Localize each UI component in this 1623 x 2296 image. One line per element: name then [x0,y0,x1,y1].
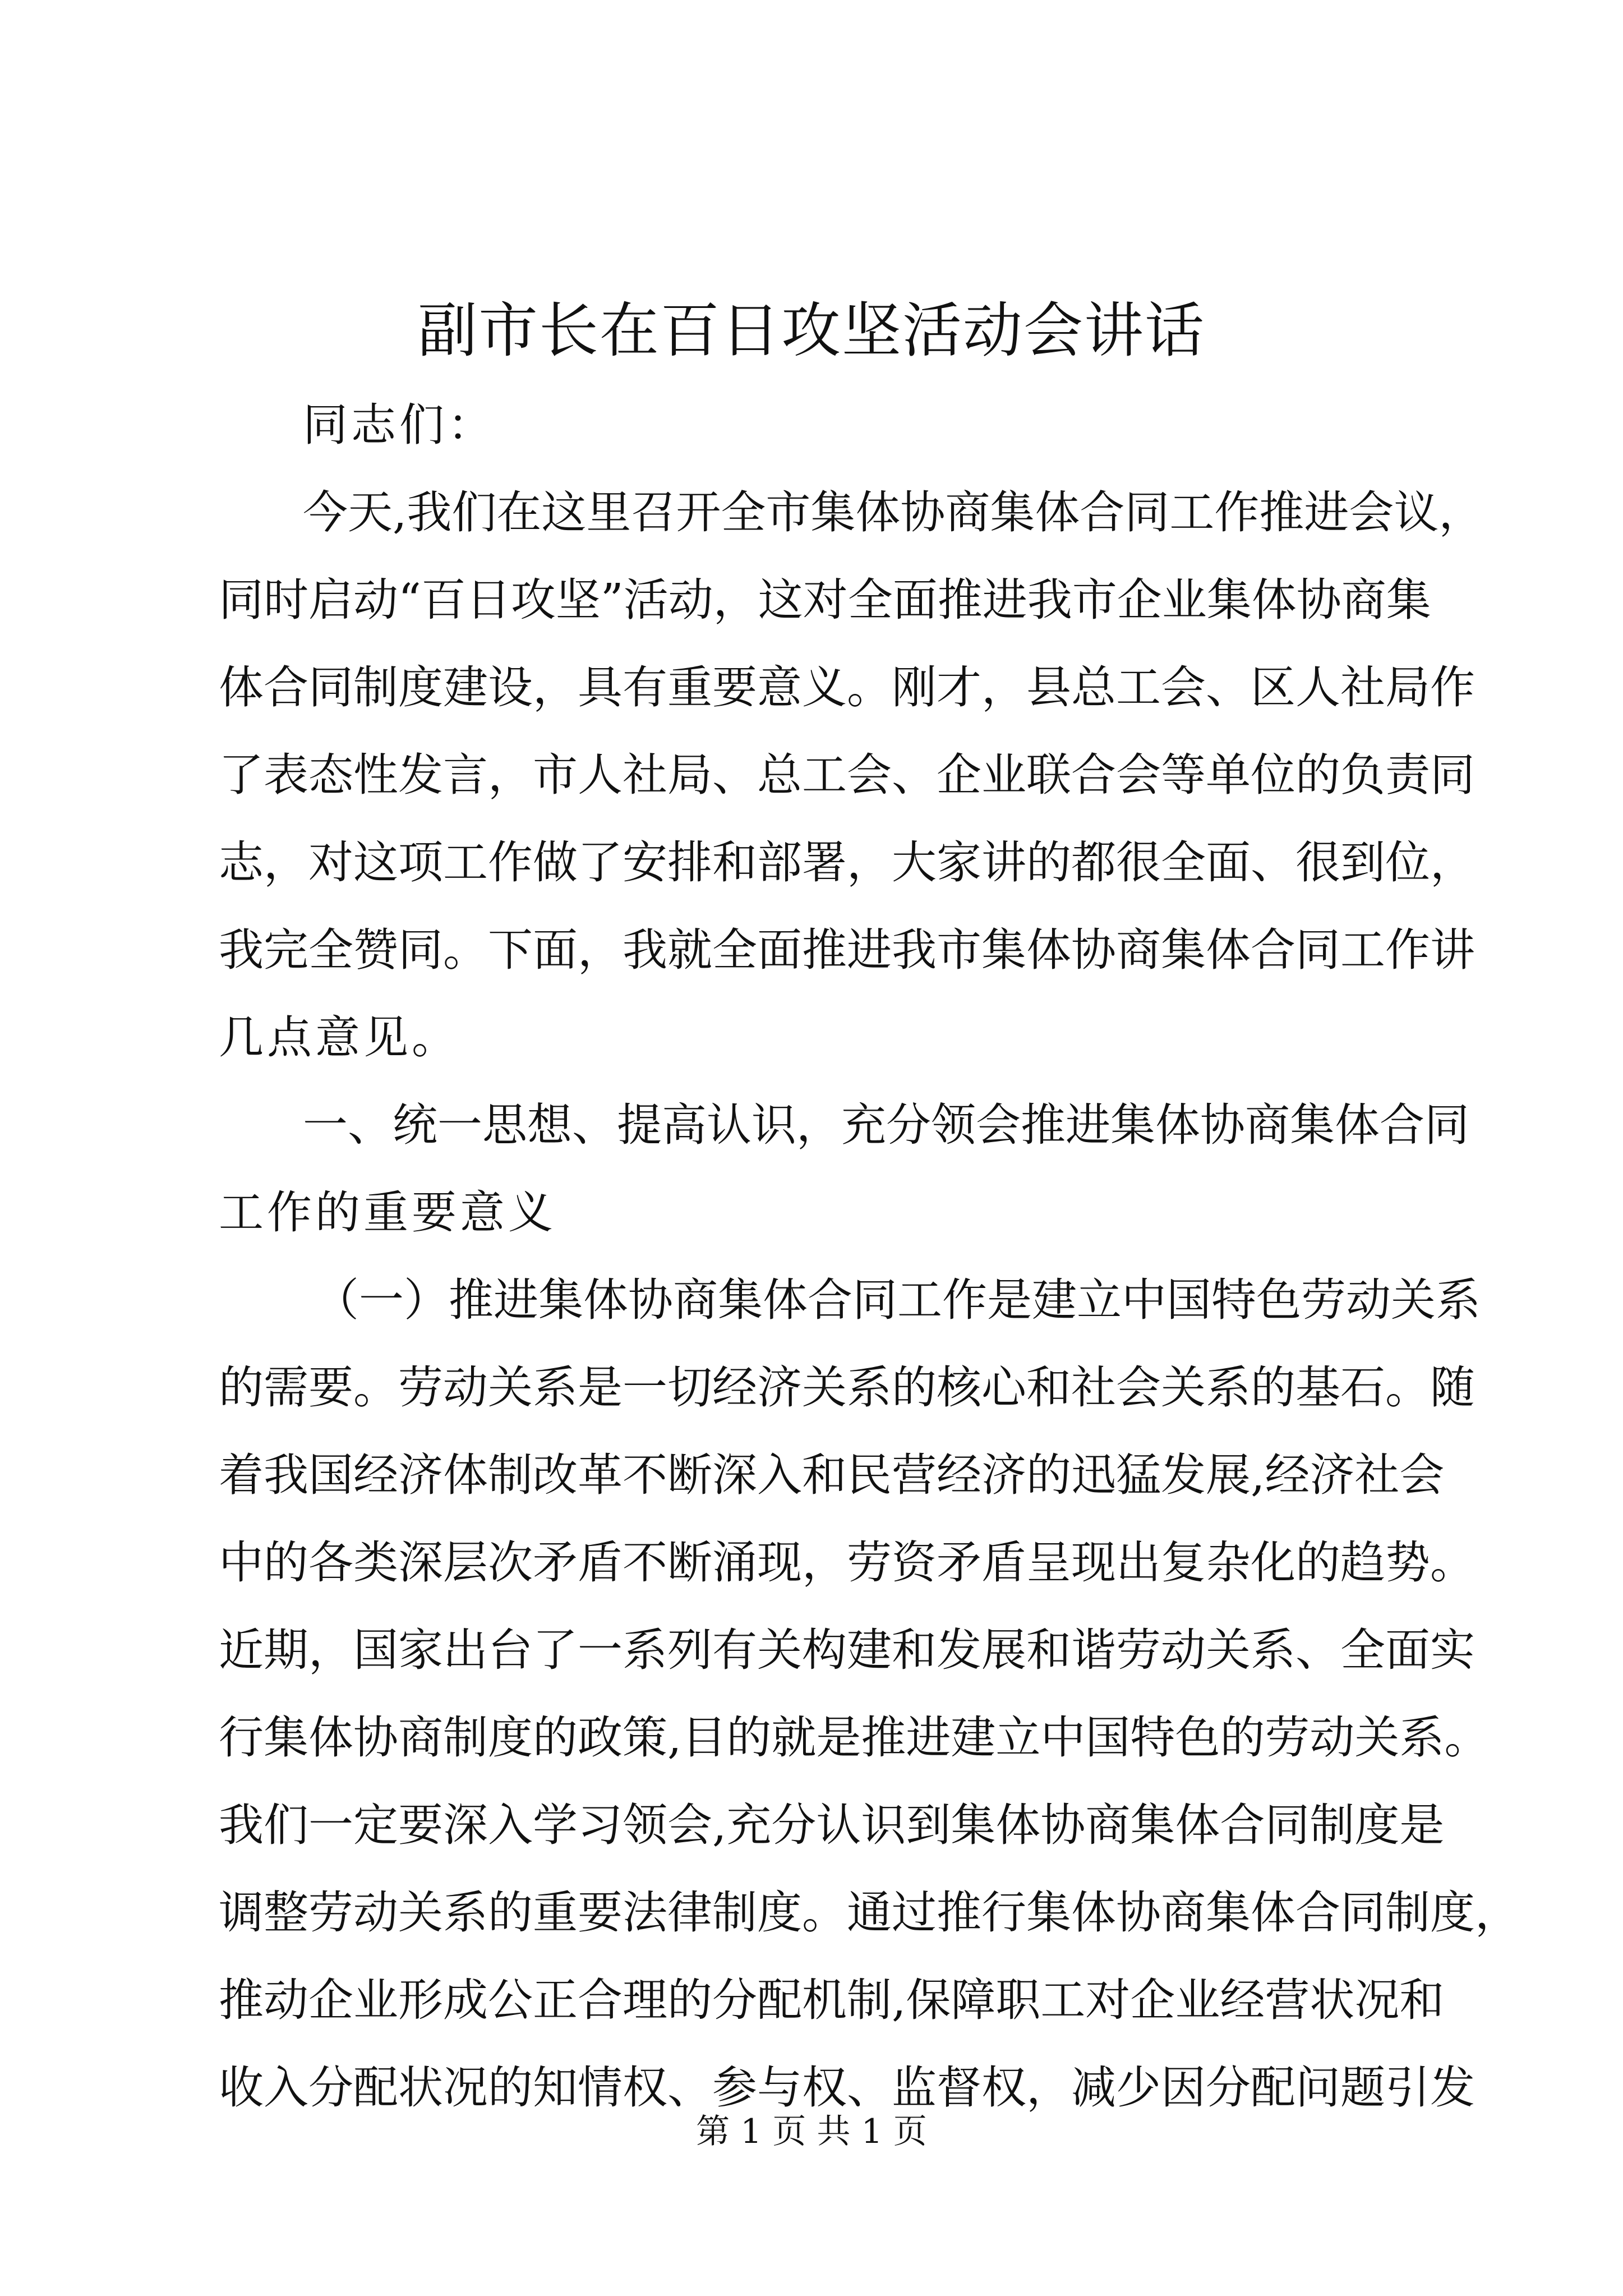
paragraph-line: 我们一定要深入学习领会,充分认识到集体协商集体合同制度是 [219,1799,1445,1851]
paragraph-line: 志，对这项工作做了安排和部署，大家讲的都很全面、很到位， [219,836,1475,889]
paragraph-line: 我完全赞同。下面，我就全面推进我市集体协商集体合同工作讲 [219,924,1475,976]
paragraph-line: 收入分配状况的知情权、参与权、监督权，减少因分配问题引发 [219,2062,1475,2114]
paragraph-line: 中的各类深层次矛盾不断涌现，劳资矛盾呈现出复杂化的趋势。 [219,1536,1475,1589]
paragraph-line: 行集体协商制度的政策,目的就是推进建立中国特色的劳动关系。 [219,1711,1490,1764]
paragraph-line: 推动企业形成公正合理的分配机制,保障职工对企业经营状况和 [219,1974,1445,2026]
salutation-line: 同志们： [303,399,496,451]
paragraph-line: 了表态性发言，市人社局、总工会、企业联合会等单位的负责同 [219,749,1475,801]
paragraph-line: 调整劳动关系的重要法律制度。通过推行集体协商集体合同制度， [219,1887,1520,1939]
paragraph-line: 近期，国家出台了一系列有关构建和发展和谐劳动关系、全面实 [219,1624,1475,1676]
paragraph-line: 着我国经济体制改革不断深入和民营经济的迅猛发展,经济社会 [219,1449,1445,1501]
section-heading-line: 工作的重要意义 [219,1186,556,1239]
paragraph-line: 的需要。劳动关系是一切经济关系的核心和社会关系的基石。随 [219,1361,1475,1414]
document-body [219,381,1520,2132]
paragraph-line: 体合同制度建设，具有重要意义。刚才，县总工会、区人社局作 [219,661,1475,714]
document-title: 副市长在百日攻坚活动会讲话 [418,296,1205,365]
paragraph-line: 同时启动“百日攻坚”活动，这对全面推进我市企业集体协商集 [219,574,1431,626]
paragraph-line: 几点意见。 [219,1011,460,1064]
paragraph-line: 今天,我们在这里召开全市集体协商集体合同工作推进会议， [303,486,1484,539]
subsection-line: （一）推进集体协商集体合同工作是建立中国特色劳动关系 [314,1274,1481,1326]
page-footer: 第 1 页 共 1 页 [696,2112,927,2151]
section-heading-line: 一、统一思想、提高认识，充分领会推进集体协商集体合同 [303,1099,1469,1151]
